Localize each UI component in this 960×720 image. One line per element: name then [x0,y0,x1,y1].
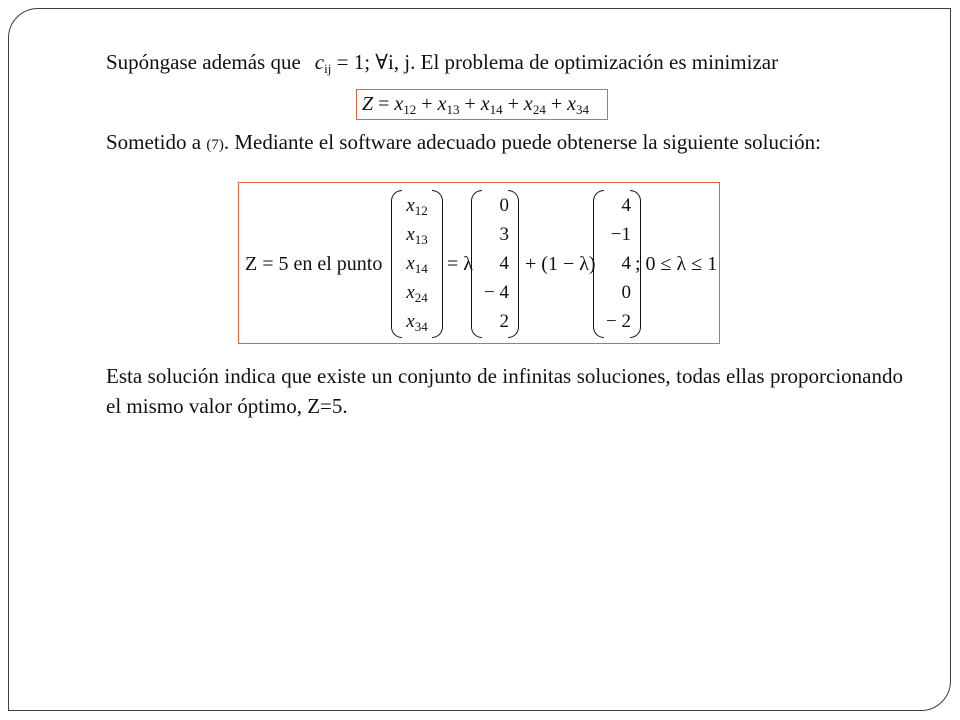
lambda-constraint: ; 0 ≤ λ ≤ 1 [635,253,718,275]
solution-lhs: Z = 5 en el punto [245,253,383,275]
equals-lambda: = λ [447,253,473,275]
objective-term: 13 [446,102,460,117]
objective-term: 14 [489,102,503,117]
equation-reference: (7) [206,137,224,153]
plus-one-minus-lambda: + (1 − λ) [525,253,596,275]
solution-equation-box [238,182,720,344]
intro-text-end: . El problema de optimización es minimizar [410,50,779,74]
vector-a: 0 3 4 − 4 2 [471,190,519,336]
variable-vector: $x_{12}$ $x_{13}$ $x_{14}$ $x_{24}$ $x_{34}$ [391,190,443,336]
paragraph-intro [106,47,903,84]
vector-b: 4 −1 4 0 − 2 [593,190,641,336]
paragraph-conclusion: Esta solución indica que existe un conjunto de infinitas soluciones, todas ellas proporcionando el mismo valor óptimo, Z=5. [106,364,903,418]
objective-lhs: Z [362,93,374,115]
objective-term: 12 [403,102,417,117]
paragraph-subject-to: Sometido a (7). Mediante el software adecuado puede obtenerse la siguiente solución: [106,130,821,154]
objective-term: 34 [575,102,589,117]
intro-text: Supóngase además que [106,50,301,74]
objective-equation-box: $Z = x_{12} + x_{13} + x_{14} + x_{24} + x_{34}$ [356,89,608,120]
cost-condition: $c_{ij} = 1$; ∀i, j [314,50,411,76]
objective-term: 24 [532,102,546,117]
